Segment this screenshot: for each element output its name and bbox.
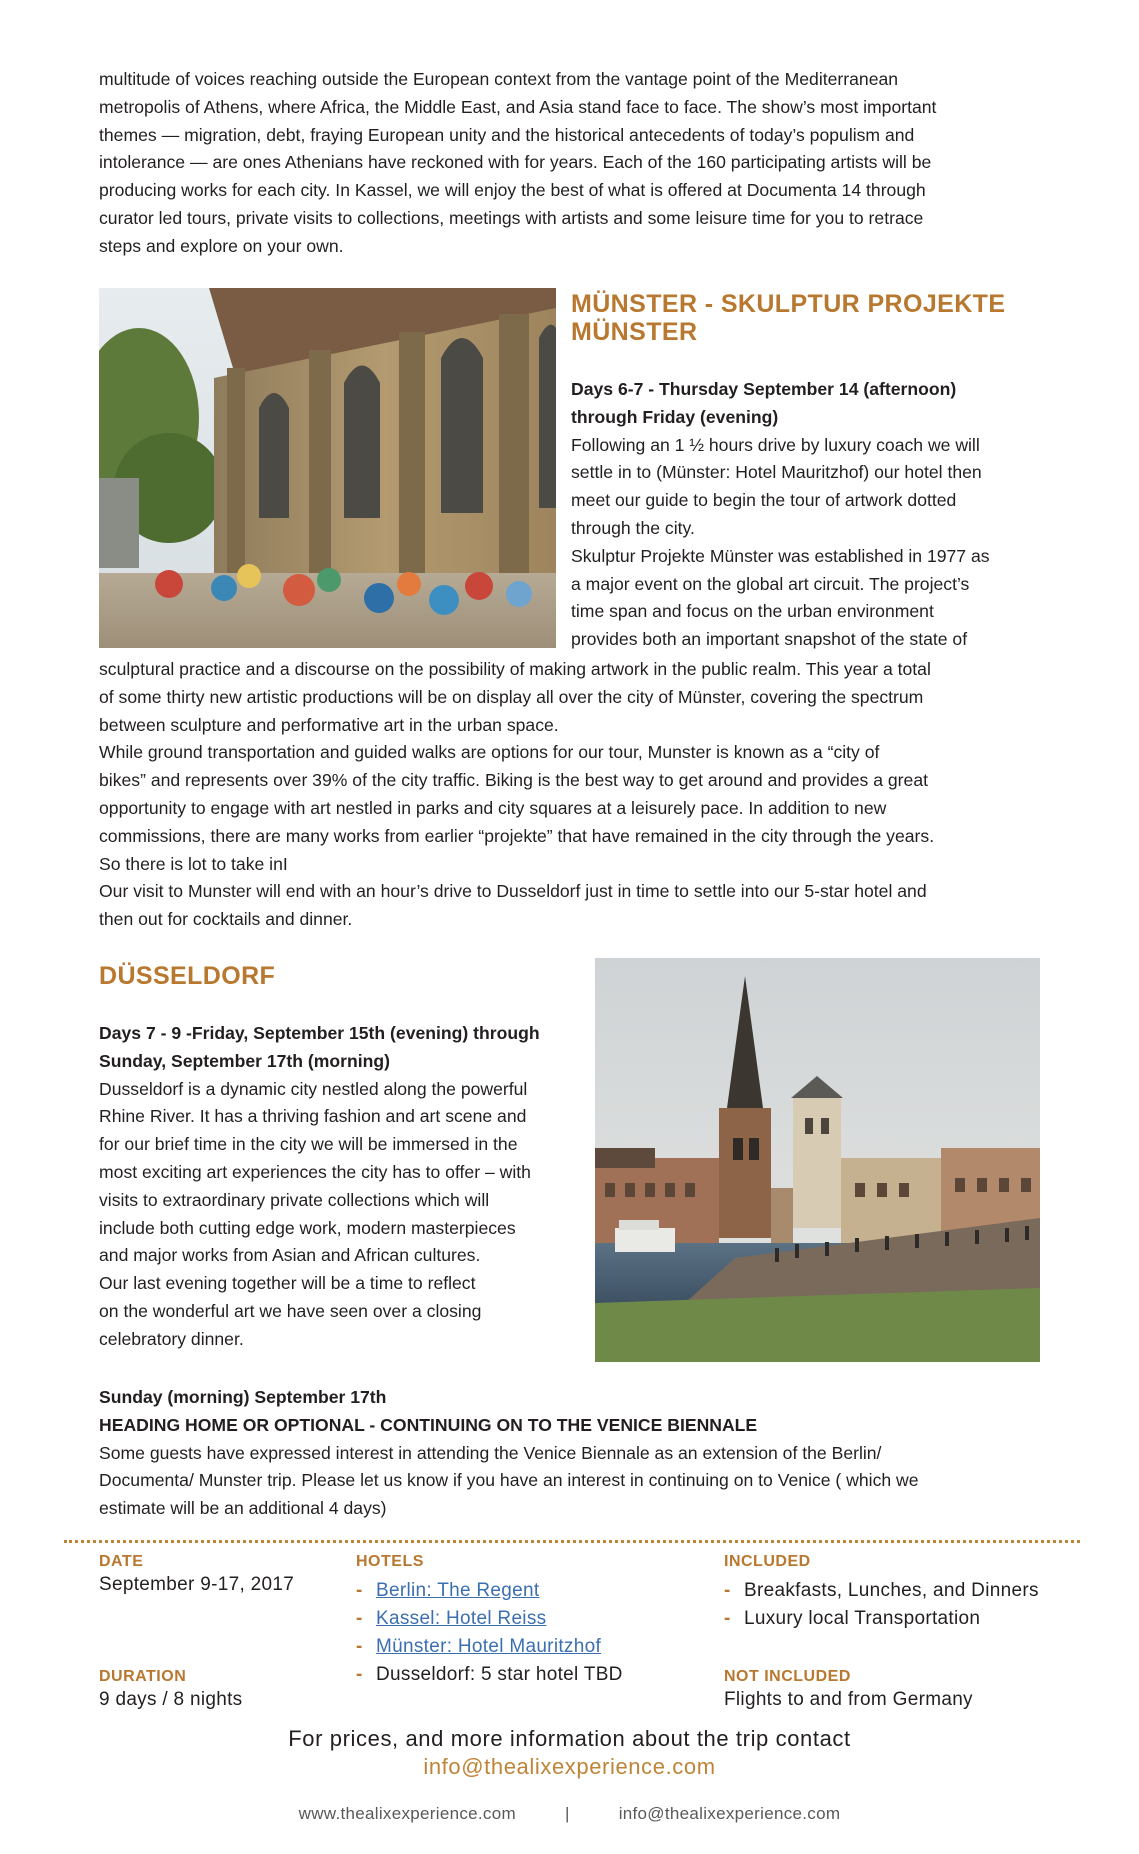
- dusseldorf-days-line: Sunday, September 17th (morning): [99, 1050, 390, 1071]
- bullet-icon: -: [724, 1580, 731, 1601]
- included-item: [724, 1605, 1039, 1633]
- munster-side-line: through the city.: [571, 517, 695, 538]
- included-text: Luxury local Transportation: [744, 1608, 981, 1629]
- home-day: Sunday (morning) September 17th: [99, 1387, 387, 1407]
- munster-full-line: commissions, there are many works from earlier “projekte” that have remained in the city through the years.: [99, 825, 935, 846]
- hotel-link-kassel[interactable]: Kassel: Hotel Reiss: [376, 1608, 547, 1629]
- intro-line: multitude of voices reaching outside the European context from the vantage point of the Mediterranean: [99, 69, 899, 89]
- footer-website-link[interactable]: www.thealixexperience.com: [298, 1804, 516, 1823]
- munster-full-text: [99, 656, 1044, 934]
- dusseldorf-line: Rhine River. It has a thriving fashion and art scene and: [99, 1106, 527, 1127]
- date-value: September 9-17, 2017: [99, 1574, 295, 1595]
- munster-full-line: bikes” and represents over 39% of the city traffic. Biking is the best way to get around and provides a great: [99, 770, 928, 791]
- munster-full-line: Our visit to Munster will end with an hour’s drive to Dusseldorf just in time to settle into our 5-star hotel and: [99, 881, 927, 902]
- footer: [0, 1804, 1139, 1824]
- hotel-link-berlin[interactable]: Berlin: The Regent: [376, 1580, 540, 1601]
- bullet-icon: -: [356, 1636, 363, 1657]
- footer-email-link[interactable]: info@thealixexperience.com: [618, 1804, 841, 1823]
- not-included-block: [724, 1668, 973, 1714]
- munster-side-line: Following an 1 ½ hours drive by luxury coach we will: [571, 434, 980, 455]
- munster-days-line: Days 6-7 - Thursday September 14 (afternoon): [571, 379, 957, 399]
- included-list: [724, 1577, 1039, 1633]
- contact-email-link[interactable]: info@thealixexperience.com: [423, 1754, 716, 1779]
- munster-full-line: So there is lot to take inI: [99, 853, 288, 874]
- munster-side-text: [571, 376, 1041, 654]
- hotels-list: [356, 1577, 623, 1689]
- dusseldorf-riverfront-photo: [595, 958, 1040, 1362]
- munster-side-line: a major event on the global art circuit. The project’s: [571, 573, 970, 594]
- dusseldorf-line: celebratory dinner.: [99, 1328, 244, 1349]
- munster-full-line: between sculpture and performative art in the urban space.: [99, 714, 559, 735]
- intro-line: producing works for each city. In Kassel, we will enjoy the best of what is offered at Documenta 14 through: [99, 180, 926, 201]
- home-line: estimate will be an additional 4 days): [99, 1498, 387, 1519]
- hotel-item[interactable]: [356, 1605, 623, 1633]
- intro-line: metropolis of Athens, where Africa, the Middle East, and Asia stand face to face. The show’s most important: [99, 96, 937, 117]
- munster-side-line: provides both an important snapshot of the state of: [571, 629, 968, 650]
- munster-side-line: settle in to (Münster: Hotel Mauritzhof) our hotel then: [571, 462, 982, 483]
- bullet-icon: -: [724, 1608, 731, 1629]
- hotels-block: [356, 1553, 623, 1689]
- included-text: Breakfasts, Lunches, and Dinners: [744, 1580, 1039, 1601]
- bullet-icon: -: [356, 1580, 363, 1601]
- date-label: DATE: [99, 1553, 144, 1570]
- intro-line: themes — migration, debt, fraying European unity and the historical antecedents of today’s populism and: [99, 124, 915, 145]
- home-line: Documenta/ Munster trip. Please let us know if you have an interest in continuing on to Venice ( which we: [99, 1470, 919, 1491]
- home-line: Some guests have expressed interest in attending the Venice Biennale as an extension of the Berlin/: [99, 1442, 882, 1463]
- munster-full-line: opportunity to engage with art nestled in parks and city squares at a leisurely pace. In addition to new: [99, 797, 887, 818]
- munster-church-photo: [99, 288, 556, 648]
- hotel-link-munster[interactable]: Münster: Hotel Mauritzhof: [376, 1636, 602, 1657]
- dusseldorf-section-title: DÜSSELDORF: [99, 962, 276, 990]
- munster-full-line: then out for cocktails and dinner.: [99, 909, 353, 930]
- dusseldorf-days-line: Days 7 - 9 -Friday, September 15th (evening) through: [99, 1023, 540, 1043]
- munster-full-line: of some thirty new artistic productions will be on display all over the city of Münster, covering the spectrum: [99, 686, 924, 707]
- munster-title-line: MÜNSTER: [571, 318, 698, 346]
- hotels-label: HOTELS: [356, 1553, 424, 1570]
- duration-block: [99, 1668, 242, 1714]
- date-block: [99, 1553, 294, 1599]
- included-item: [724, 1577, 1039, 1605]
- dusseldorf-line: Our last evening together will be a time to reflect: [99, 1273, 476, 1294]
- munster-title-line: MÜNSTER - SKULPTUR PROJEKTE: [571, 290, 1006, 318]
- hotel-item[interactable]: [356, 1633, 623, 1661]
- intro-line: steps and explore on your own.: [99, 235, 344, 256]
- munster-side-line: time span and focus on the urban environment: [571, 601, 934, 622]
- dusseldorf-line: most exciting art experiences the city has to offer – with: [99, 1161, 531, 1182]
- intro-line: curator led tours, private visits to collections, meetings with artists and some leisure time for you to retrace: [99, 207, 924, 228]
- contact-line: For prices, and more information about the trip contact: [288, 1726, 851, 1751]
- hotel-item: [356, 1661, 623, 1689]
- not-included-label: NOT INCLUDED: [724, 1668, 851, 1685]
- not-included-value: Flights to and from Germany: [724, 1689, 973, 1710]
- bullet-icon: -: [356, 1608, 363, 1629]
- heading-home-block: [99, 1384, 1044, 1523]
- munster-days-line: through Friday (evening): [571, 406, 779, 427]
- dusseldorf-line: Dusseldorf is a dynamic city nestled along the powerful: [99, 1078, 528, 1099]
- home-heading: HEADING HOME OR OPTIONAL - CONTINUING ON TO THE VENICE BIENNALE: [99, 1414, 758, 1435]
- bullet-icon: -: [356, 1664, 363, 1685]
- duration-value: 9 days / 8 nights: [99, 1689, 243, 1710]
- munster-side-line: meet our guide to begin the tour of artwork dotted: [571, 490, 957, 511]
- dusseldorf-text: [99, 1020, 599, 1354]
- munster-section-title: [571, 290, 1031, 346]
- dusseldorf-line: for our brief time in the city we will be immersed in the: [99, 1134, 518, 1155]
- footer-separator: |: [564, 1804, 570, 1823]
- hotel-dusseldorf: Dusseldorf: 5 star hotel TBD: [376, 1664, 623, 1685]
- hotel-item[interactable]: [356, 1577, 623, 1605]
- munster-full-line: While ground transportation and guided walks are options for our tour, Munster is known as a “city of: [99, 742, 880, 763]
- included-label: INCLUDED: [724, 1553, 811, 1570]
- munster-side-line: Skulptur Projekte Münster was established in 1977 as: [571, 545, 990, 566]
- intro-line: intolerance — are ones Athenians have reckoned with for years. Each of the 160 participating artists will be: [99, 152, 932, 173]
- included-block: [724, 1553, 1039, 1633]
- dusseldorf-line: and major works from Asian and African cultures.: [99, 1245, 481, 1266]
- dusseldorf-line: include both cutting edge work, modern masterpieces: [99, 1217, 516, 1238]
- duration-label: DURATION: [99, 1668, 187, 1685]
- intro-paragraph: [99, 66, 1044, 261]
- dusseldorf-line: on the wonderful art we have seen over a closing: [99, 1300, 482, 1321]
- munster-full-line: sculptural practice and a discourse on the possibility of making artwork in the public realm. This year a total: [99, 659, 931, 679]
- dotted-divider: [64, 1540, 1080, 1543]
- dusseldorf-line: visits to extraordinary private collections which will: [99, 1189, 490, 1210]
